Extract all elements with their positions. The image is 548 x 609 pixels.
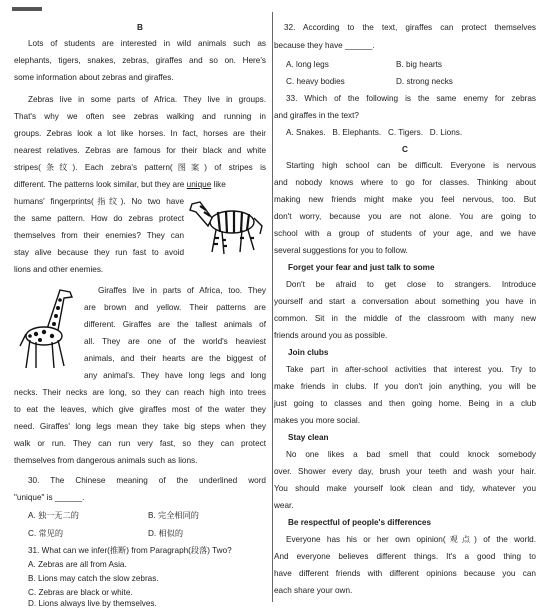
section-heading: Forget your fear and just talk to some: [288, 263, 435, 272]
passage-line: friends around you as possible.: [274, 331, 388, 340]
passage-line: lions and other enemies.: [14, 265, 104, 274]
passage-line: No one likes a bad smell that could knock somebody: [286, 450, 536, 459]
question-31-option-c[interactable]: C. Zebras are black or white.: [28, 588, 133, 597]
question-30-stem: "unique" is ______.: [14, 493, 85, 502]
passage-line: walk or run. They can run very fast, so they can protect: [14, 439, 266, 448]
passage-line: stay alive because they run fast to avoid: [14, 248, 184, 257]
section-heading: Stay clean: [288, 433, 329, 442]
passage-line: Starting high school can be difficult. Everyone is nervous: [286, 161, 536, 170]
question-31-option-b[interactable]: B. Lions may catch the slow zebras.: [28, 574, 159, 583]
passage-line: and nobody knows where to go for classes. Thinking about: [274, 178, 536, 187]
passage-line: humans' fingerprints(指纹). No two have: [14, 197, 184, 206]
question-33-options[interactable]: A. Snakes. B. Elephants. C. Tigers. D. Lions.: [286, 128, 463, 137]
question-32-option-c[interactable]: C. heavy bodies: [286, 77, 345, 86]
passage-text: different. The patterns look similar, but they are: [14, 180, 185, 189]
giraffe-illustration: [16, 286, 80, 370]
passage-line: And everyone believes different things. It's a good thing to: [274, 552, 536, 561]
question-32-option-d[interactable]: D. strong necks: [396, 77, 453, 86]
passage-line: nearest relatives. Zebras are famous for their black and white: [14, 146, 266, 155]
question-32-stem: 32. According to the text, giraffes can protect themselves: [284, 23, 536, 32]
passage-line: That's why we often see zebras walking and running in: [14, 112, 266, 121]
passage-line: to eat the leaves, which give giraffes most of the water they: [14, 405, 266, 414]
section-heading: Join clubs: [288, 348, 329, 357]
passage-line: have different friends with different opinions because you can: [274, 569, 536, 578]
passage-line: school with a group of students of your age, and we have: [274, 229, 536, 238]
passage-line: groups. Zebras look a lot like horses. In fact, horses are their: [14, 129, 266, 138]
passage-line: wear.: [274, 501, 294, 510]
question-32-option-b[interactable]: B. big hearts: [396, 60, 442, 69]
question-31-option-d[interactable]: D. Lions always live by themselves.: [28, 599, 157, 608]
passage-line: just going to classes and then going home. Being in a club: [274, 399, 536, 408]
passage-line: Giraffes live in parts of Africa, too. They: [98, 286, 266, 295]
passage-line: Don't be afraid to get close to strangers. Introduce: [286, 280, 536, 289]
question-30-option-c[interactable]: C. 常见的: [28, 529, 64, 538]
passage-line: several suggestions for you to follow.: [274, 246, 408, 255]
passage-line: themselves from dangerous animals such as lions.: [14, 456, 198, 465]
section-b-label: B: [137, 23, 143, 32]
passage-line: making new friends might make you feel nervous, too. But: [274, 195, 536, 204]
header-bar: [12, 7, 42, 11]
passage-line: [14, 181, 226, 189]
section-c-label: C: [402, 145, 408, 154]
passage-line: different. Giraffes are the tallest animals of: [84, 320, 266, 329]
passage-line: animals, and their hearts are the biggest of: [84, 354, 266, 363]
zebra-illustration: [186, 192, 266, 258]
passage-line: all. They are one of the world's heaviest: [84, 337, 266, 346]
question-30-option-a[interactable]: A. 独一无二的: [28, 511, 79, 520]
question-32-option-a[interactable]: A. long legs: [286, 60, 329, 69]
passage-line: the same pattern. How do zebras protect: [14, 214, 184, 223]
passage-line: Take part in after-school activities that interest you. Try to: [286, 365, 536, 374]
underlined-word: unique: [186, 180, 212, 189]
passage-line: elephants, tigers, snakes, zebras, giraffes and so on. Here's: [14, 56, 266, 65]
passage-line: stripes(条纹). Each zebra's pattern(图案) of stripes is: [14, 163, 266, 172]
passage-line: Lots of students are interested in wild animals such as: [28, 39, 266, 48]
column-divider: [272, 12, 273, 602]
question-30-option-d[interactable]: D. 相似的: [148, 529, 184, 538]
passage-line: necks. Their necks are long, so they can reach high into trees: [14, 388, 266, 397]
passage-line: Everyone has his or her own opinion(观点) of the world.: [286, 535, 536, 544]
passage-line: don't worry, because you are not alone. You are going to: [274, 212, 536, 221]
question-33-stem: and giraffes in the text?: [274, 111, 359, 120]
passage-line: some information about zebras and giraffes.: [14, 73, 174, 82]
passage-line: You should make yourself look clean and tidy, whatever you: [274, 484, 536, 493]
passage-line: common. Sit in the middle of the classroom with many new: [274, 314, 536, 323]
passage-line: need. Giraffes' long legs mean they take big steps when they: [14, 422, 266, 431]
question-30-stem: 30. The Chinese meaning of the underlined word: [28, 476, 266, 485]
passage-line: any animal's. They have long legs and long: [84, 371, 266, 380]
passage-line: are brown and yellow. Their patterns are: [84, 303, 266, 312]
passage-line: makes you more social.: [274, 416, 361, 425]
passage-text: like: [213, 180, 226, 189]
passage-line: make friends in clubs. If you don't join anything, you will be: [274, 382, 536, 391]
passage-line: Zebras live in some parts of Africa. They live in groups.: [28, 95, 266, 104]
question-33-stem: 33. Which of the following is the same enemy for zebras: [286, 94, 536, 103]
section-heading: Be respectful of people's differences: [288, 518, 431, 527]
passage-line: over. Shower every day, brush your teeth and wash your hair.: [274, 467, 536, 476]
question-32-stem: because they have ______.: [274, 41, 375, 50]
question-31-option-a[interactable]: A. Zebras are all from Asia.: [28, 560, 127, 569]
passage-line: each share your own.: [274, 586, 353, 595]
question-31-stem: 31. What can we infer(推断) from Paragraph(段落) Two?: [28, 546, 232, 555]
passage-line: yourself and start a conversation about something you have in: [274, 297, 536, 306]
passage-line: themselves from their enemies? They can: [14, 231, 184, 240]
question-30-option-b[interactable]: B. 完全相同的: [148, 511, 199, 520]
